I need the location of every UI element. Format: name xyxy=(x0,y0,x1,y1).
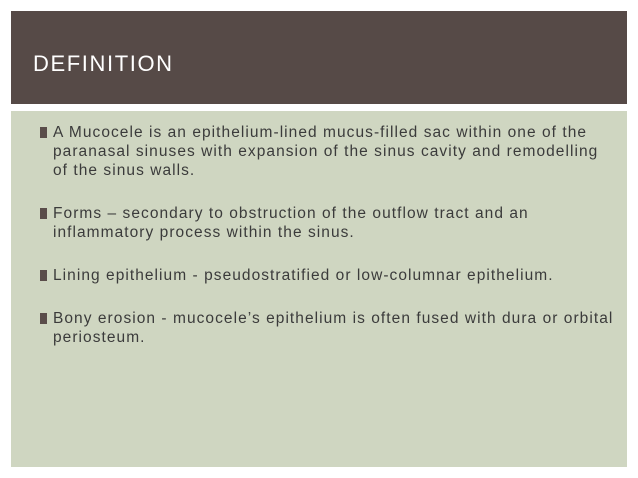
bullet-item-forms xyxy=(40,204,615,242)
slide-title: DEFINITION xyxy=(33,51,174,76)
bullet-text: Lining epithelium - pseudostratified or low-columnar epithelium. xyxy=(53,267,554,284)
bullet-item-bony-erosion xyxy=(40,309,615,347)
bullet-marker-icon xyxy=(40,127,47,138)
bullet-marker-icon xyxy=(40,270,47,281)
bullet-item-definition xyxy=(40,123,615,180)
bullet-item-lining xyxy=(40,266,615,285)
bullet-text: Bony erosion - mucocele’s epithelium is often fused with dura or orbital periosteum. xyxy=(53,310,614,346)
bullet-text: A Mucocele is an epithelium-lined mucus-filled sac within one of the paranasal sinuses with expansion of the sinus cavity and remodelling of the sinus walls. xyxy=(53,124,599,179)
bullet-text: Forms – secondary to obstruction of the outflow tract and an inflammatory process within the sinus. xyxy=(53,205,529,241)
bullet-list xyxy=(40,123,615,371)
bullet-marker-icon xyxy=(40,208,47,219)
title-bar xyxy=(11,11,627,104)
content-area xyxy=(11,111,627,467)
bullet-marker-icon xyxy=(40,313,47,324)
